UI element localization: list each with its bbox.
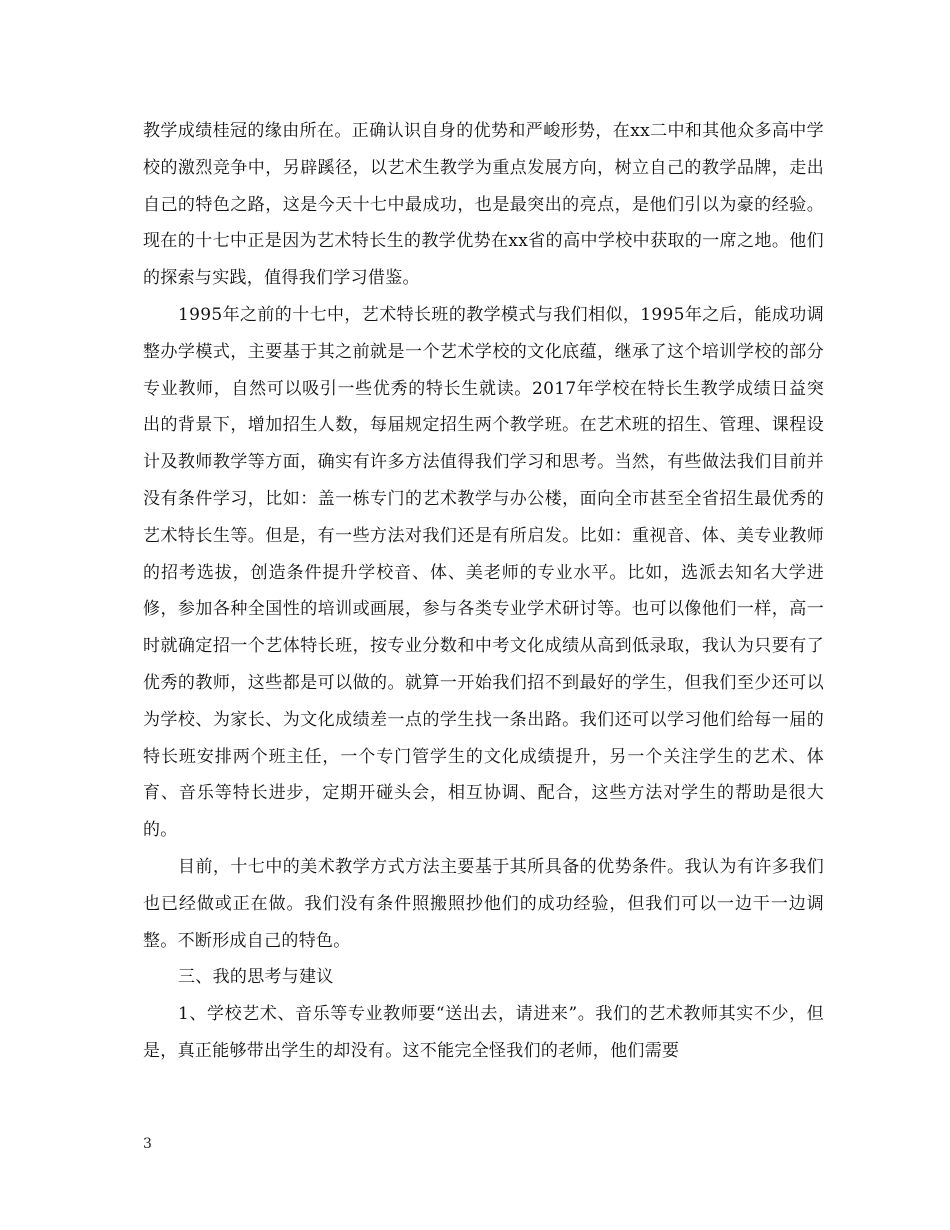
- page-number: 3: [143, 1136, 152, 1152]
- document-body: [143, 113, 824, 1070]
- paragraph-current-teaching: 目前，十七中的美术教学方式方法主要基于其所具备的优势条件。我认为有许多我们也已经做或正在做。我们没有条件照搬照抄他们的成功经验，但我们可以一边干一边调整。不断形成自己的特色。: [143, 856, 824, 951]
- paragraph-continuation: 教学成绩桂冠的缘由所在。正确认识自身的优势和严峻形势，在xx二中和其他众多高中学校的激烈竞争中，另辟蹊径，以艺术生教学为重点发展方向，树立自己的教学品牌，走出自己的特色之路，这是今天十七中最成功，也是最突出的亮点，是他们引以为豪的经验。现在的十七中正是因为艺术特长生的教学优势在xx省的高中学校中获取的一席之地。他们的探索与实践，值得我们学习借鉴。: [143, 121, 824, 289]
- section-heading-thoughts: 三、我的思考与建议: [178, 967, 334, 988]
- paragraph-1995-model: 1995年之前的十七中，艺术特长班的教学模式与我们相似，1995年之后，能成功调整办学模式，主要基于其之前就是一个艺术学校的文化底蕴，继承了这个培训学校的部分专业教师，自然可以吸引一些优秀的特长生就读。2017年学校在特长生教学成绩日益突出的背景下，增加招生人数，每届规定招生两个教学班。在艺术班的招生、管理、课程设计及教师教学等方面，确实有许多方法值得我们学习和思考。当然，有些做法我们目前并没有条件学习，比如：盖一栋专门的艺术教学与办公楼，面向全市甚至全省招生最优秀的艺术特长生等。但是，有一些方法对我们还是有所启发。比如：重视音、体、美专业教师的招考选拔，创造条件提升学校音、体、美老师的专业水平。比如，选派去知名大学进修，参加各种全国性的培训或画展，参与各类专业学术研讨等。也可以像他们一样，高一时就确定招一个艺体特长班，按专业分数和中考文化成绩从高到低录取，我认为只要有了优秀的教师，这些都是可以做的。就算一开始我们招不到最好的学生，但我们至少还可以为学校、为家长、为文化成绩差一点的学生找一条出路。我们还可以学习他们给每一届的特长班安排两个班主任，一个专门管学生的文化成绩提升，另一个关注学生的艺术、体育、音乐等特长进步，定期开碰头会，相互协调、配合，这些方法对学生的帮助是很大的。: [143, 304, 824, 841]
- paragraph-suggestion-1: 1、学校艺术、音乐等专业教师要“送出去，请进来”。我们的艺术教师其实不少，但是，真正能够带出学生的却没有。这不能完全怪我们的老师，他们需要: [143, 1004, 824, 1061]
